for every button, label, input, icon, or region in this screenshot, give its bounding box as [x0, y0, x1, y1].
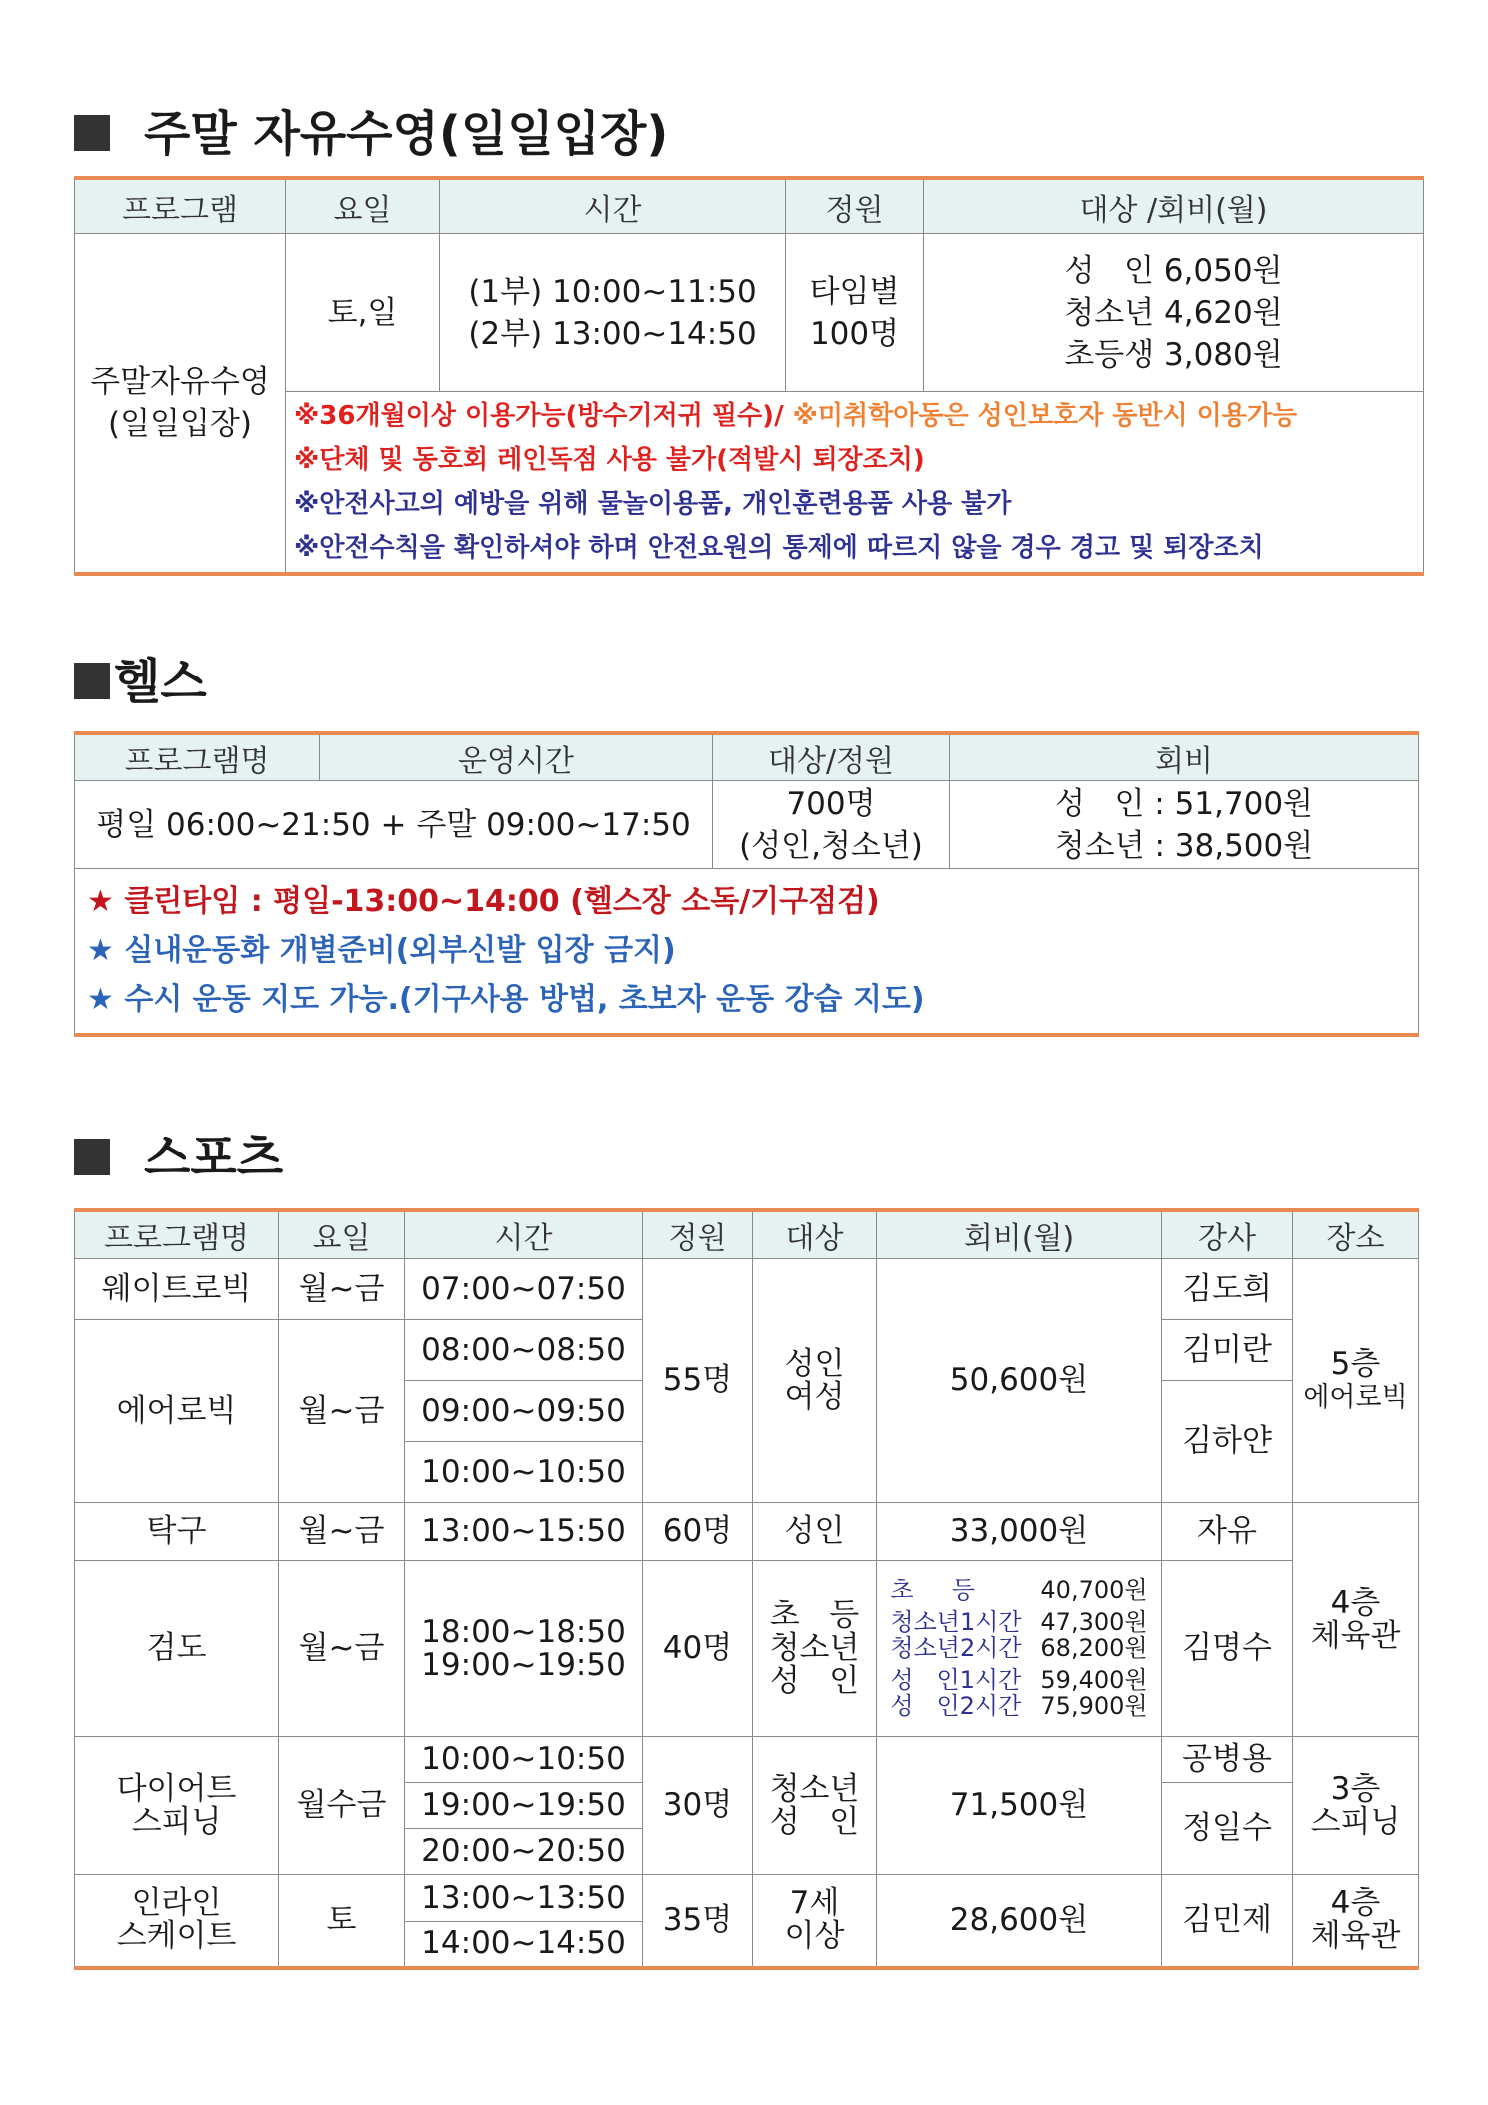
aerobic-time-3: 10:00~10:50: [405, 1442, 643, 1503]
col-header-target: 대상: [753, 1210, 877, 1259]
gym-place: [1293, 1503, 1419, 1737]
kendo-time-2: 19:00~19:50: [421, 1646, 626, 1683]
aerobic-fee: 50,600원: [877, 1259, 1162, 1503]
swim-section-title: [74, 104, 668, 164]
col-header-days: 요일: [286, 178, 440, 234]
kendo-time: [405, 1561, 643, 1737]
col-header-place: 장소: [1293, 1210, 1419, 1259]
kendo-name: 검도: [75, 1561, 279, 1737]
inline-time-1: 13:00~13:50: [405, 1875, 643, 1922]
swim-note-1a: ※36개월이상 이용가능(방수기저귀 필수)/: [294, 401, 784, 431]
health-fee-cell: [950, 781, 1419, 869]
spinning-place-line2: 스피닝: [1310, 1803, 1401, 1840]
col-header-days: 요일: [279, 1210, 405, 1259]
health-note-cleantime: ★ 클린타임 : 평일-13:00~14:00 (헬스장 소독/기구점검): [87, 884, 880, 920]
inline-days: 토: [279, 1875, 405, 1968]
swim-capacity-line2: 100명: [809, 315, 900, 352]
col-header-time: 시간: [405, 1210, 643, 1259]
tabletennis-target: 성인: [753, 1503, 877, 1561]
health-capacity-line1: 700명: [786, 785, 876, 822]
health-fee-adult: 성 인 : 51,700원: [1054, 785, 1314, 822]
swim-title-text: 주말 자유수영(일일입장): [144, 106, 669, 162]
inline-name-line1: 인라인: [131, 1885, 222, 1922]
col-header-time: 시간: [440, 178, 786, 234]
kendo-fee-list: [890, 1577, 1147, 1719]
swim-fee-cell: [924, 234, 1424, 392]
spinning-time-2: 19:00~19:50: [405, 1783, 643, 1829]
aerobic-instructor-2: 김하얀: [1162, 1381, 1293, 1503]
aerobic-capacity: 55명: [643, 1259, 753, 1503]
gym-place-line2: 체육관: [1310, 1617, 1401, 1654]
col-header-program: 프로그램: [75, 178, 286, 234]
kendo-target-line1: 초 등: [769, 1597, 860, 1633]
square-bullet-icon: [74, 115, 110, 151]
swim-note-1b: ※미취학아동은 성인보호자 동반시 이용가능: [783, 401, 1298, 431]
kendo-time-1: 18:00~18:50: [421, 1613, 626, 1650]
inline-name: [75, 1875, 279, 1968]
spinning-days: 월수금: [279, 1737, 405, 1875]
swim-program-line2: (일일입장): [108, 406, 252, 442]
health-capacity-line2: (성인,청소년): [739, 827, 923, 864]
weightrobic-days: 월~금: [279, 1259, 405, 1320]
square-bullet-icon: [74, 1139, 110, 1175]
tabletennis-fee: 33,000원: [877, 1503, 1162, 1561]
spinning-target-line1: 청소년: [769, 1770, 860, 1807]
swim-capacity-line1: 타임별: [809, 273, 900, 310]
health-data-row: [75, 781, 1419, 869]
spinning-capacity: 30명: [643, 1737, 753, 1875]
swim-time-line1: (1부) 10:00~11:50: [468, 273, 757, 310]
list-item: 청소년2시간 68,200원: [890, 1633, 1148, 1662]
weightrobic-name: 웨이트로빅: [75, 1259, 279, 1320]
spinning-instructor-2: 정일수: [1162, 1783, 1293, 1875]
aerobic-target-line1: 성인: [784, 1345, 845, 1382]
tabletennis-days: 월~금: [279, 1503, 405, 1561]
inline-place-line2: 체육관: [1310, 1918, 1401, 1955]
health-hours-cell: 평일 06:00~21:50 + 주말 09:00~17:50: [75, 781, 713, 869]
swim-fee-child: 초등생 3,080원: [1064, 336, 1283, 373]
col-header-fee: 회비: [950, 733, 1419, 781]
kendo-target-line2: 청소년: [769, 1630, 860, 1666]
sports-section-title: [74, 1128, 283, 1188]
spinning-time-1: 10:00~10:50: [405, 1737, 643, 1783]
sports-table: [74, 1208, 1419, 1970]
swim-note-4: ※안전수칙을 확인하셔야 하며 안전요원의 통제에 따르지 않을 경우 경고 및 퇴장조치: [294, 533, 1264, 563]
table-row: [75, 1259, 1419, 1320]
spinning-time-3: 20:00~20:50: [405, 1829, 643, 1875]
health-note-coaching: ★ 수시 운동 지도 가능.(기구사용 방법, 초보자 운동 강습 지도): [87, 982, 925, 1018]
aerobic-target: [753, 1259, 877, 1503]
inline-target-line1: 7세: [789, 1885, 840, 1922]
health-notes-row: [75, 869, 1419, 1035]
col-header-fee: 대상 /회비(월): [924, 178, 1424, 234]
list-item: 성 인2시간 75,900원: [890, 1691, 1148, 1720]
health-section-title: [74, 652, 207, 712]
health-notes-cell: [75, 869, 1419, 1035]
list-item: 청소년1시간 47,300원: [890, 1607, 1148, 1636]
swim-program-line1: 주말자유수영: [90, 364, 270, 400]
spinning-fee: 71,500원: [877, 1737, 1162, 1875]
gym-place-line1: 4층: [1330, 1584, 1381, 1621]
swim-note-2: ※단체 및 동호회 레인독점 사용 불가(적발시 퇴장조치): [294, 445, 925, 475]
inline-place: [1293, 1875, 1419, 1968]
tabletennis-capacity: 60명: [643, 1503, 753, 1561]
table-row: [75, 1737, 1419, 1783]
col-header-hours: 운영시간: [320, 733, 713, 781]
aerobic-place-line1: 5층: [1330, 1345, 1381, 1382]
health-header-row: [75, 733, 1419, 781]
kendo-target-line3: 성 인: [769, 1663, 860, 1699]
swim-time-line2: (2부) 13:00~14:50: [468, 315, 757, 352]
spinning-name: [75, 1737, 279, 1875]
swim-days-cell: 토,일: [286, 234, 440, 392]
inline-name-line2: 스케이트: [116, 1918, 237, 1955]
inline-fee: 28,600원: [877, 1875, 1162, 1968]
swim-capacity-cell: [786, 234, 924, 392]
spinning-place-line1: 3층: [1330, 1770, 1381, 1807]
swim-table: [74, 176, 1424, 576]
kendo-fee: [877, 1561, 1162, 1737]
spinning-place: [1293, 1737, 1419, 1875]
swim-fee-youth: 청소년 4,620원: [1064, 294, 1283, 331]
swim-program-cell: [75, 234, 286, 575]
col-header-capacity: 정원: [643, 1210, 753, 1259]
aerobic-time-2: 09:00~09:50: [405, 1381, 643, 1442]
spinning-target: [753, 1737, 877, 1875]
aerobic-name: 에어로빅: [75, 1320, 279, 1503]
table-row: [75, 1561, 1419, 1737]
aerobic-days: 월~금: [279, 1320, 405, 1503]
swim-fee-adult: 성 인 6,050원: [1064, 252, 1283, 289]
sports-title-text: 스포츠: [144, 1130, 284, 1186]
swim-notes-cell: [286, 392, 1424, 575]
inline-capacity: 35명: [643, 1875, 753, 1968]
health-fee-youth: 청소년 : 38,500원: [1054, 827, 1314, 864]
tabletennis-time: 13:00~15:50: [405, 1503, 643, 1561]
table-row: [75, 1503, 1419, 1561]
col-header-program-name: 프로그램명: [75, 733, 320, 781]
spinning-instructor-1: 공병용: [1162, 1737, 1293, 1783]
weightrobic-time: 07:00~07:50: [405, 1259, 643, 1320]
inline-instructor: 김민제: [1162, 1875, 1293, 1968]
aerobic-target-line2: 여성: [784, 1378, 845, 1415]
health-capacity-cell: [713, 781, 950, 869]
swim-header-row: [75, 178, 1424, 234]
swim-note-1: [294, 394, 1423, 438]
health-title-text: 헬스: [114, 654, 207, 710]
spinning-name-line1: 다이어트: [116, 1770, 237, 1807]
kendo-instructor: 김명수: [1162, 1561, 1293, 1737]
swim-time-cell: [440, 234, 786, 392]
table-row: [75, 1875, 1419, 1922]
tabletennis-name: 탁구: [75, 1503, 279, 1561]
aerobic-place: [1293, 1259, 1419, 1503]
kendo-capacity: 40명: [643, 1561, 753, 1737]
col-header-fee: 회비(월): [877, 1210, 1162, 1259]
inline-time-2: 14:00~14:50: [405, 1922, 643, 1968]
square-bullet-icon: [74, 663, 110, 699]
health-note-shoes: ★ 실내운동화 개별준비(외부신발 입장 금지): [87, 933, 676, 969]
swim-note-3: ※안전사고의 예방을 위해 물놀이용품, 개인훈련용품 사용 불가: [294, 489, 1012, 519]
inline-target-line2: 이상: [784, 1918, 845, 1955]
aerobic-instructor-1: 김미란: [1162, 1320, 1293, 1381]
aerobic-place-line2: 에어로빅: [1303, 1381, 1408, 1413]
list-item: 성 인1시간 59,400원: [890, 1665, 1148, 1694]
kendo-days: 월~금: [279, 1561, 405, 1737]
list-item: 초 등 40,700원: [890, 1575, 1148, 1604]
weightrobic-instructor: 김도희: [1162, 1259, 1293, 1320]
kendo-target: [753, 1561, 877, 1737]
tabletennis-instructor: 자유: [1162, 1503, 1293, 1561]
col-header-instructor: 강사: [1162, 1210, 1293, 1259]
inline-target: [753, 1875, 877, 1968]
col-header-capacity: 정원: [786, 178, 924, 234]
sports-header-row: [75, 1210, 1419, 1259]
inline-place-line1: 4층: [1330, 1885, 1381, 1922]
aerobic-time-1: 08:00~08:50: [405, 1320, 643, 1381]
swim-data-row: [75, 234, 1424, 392]
spinning-target-line2: 성 인: [769, 1803, 860, 1840]
col-header-program-name: 프로그램명: [75, 1210, 279, 1259]
col-header-target-capacity: 대상/정원: [713, 733, 950, 781]
spinning-name-line2: 스피닝: [131, 1803, 222, 1840]
health-table: [74, 731, 1419, 1037]
